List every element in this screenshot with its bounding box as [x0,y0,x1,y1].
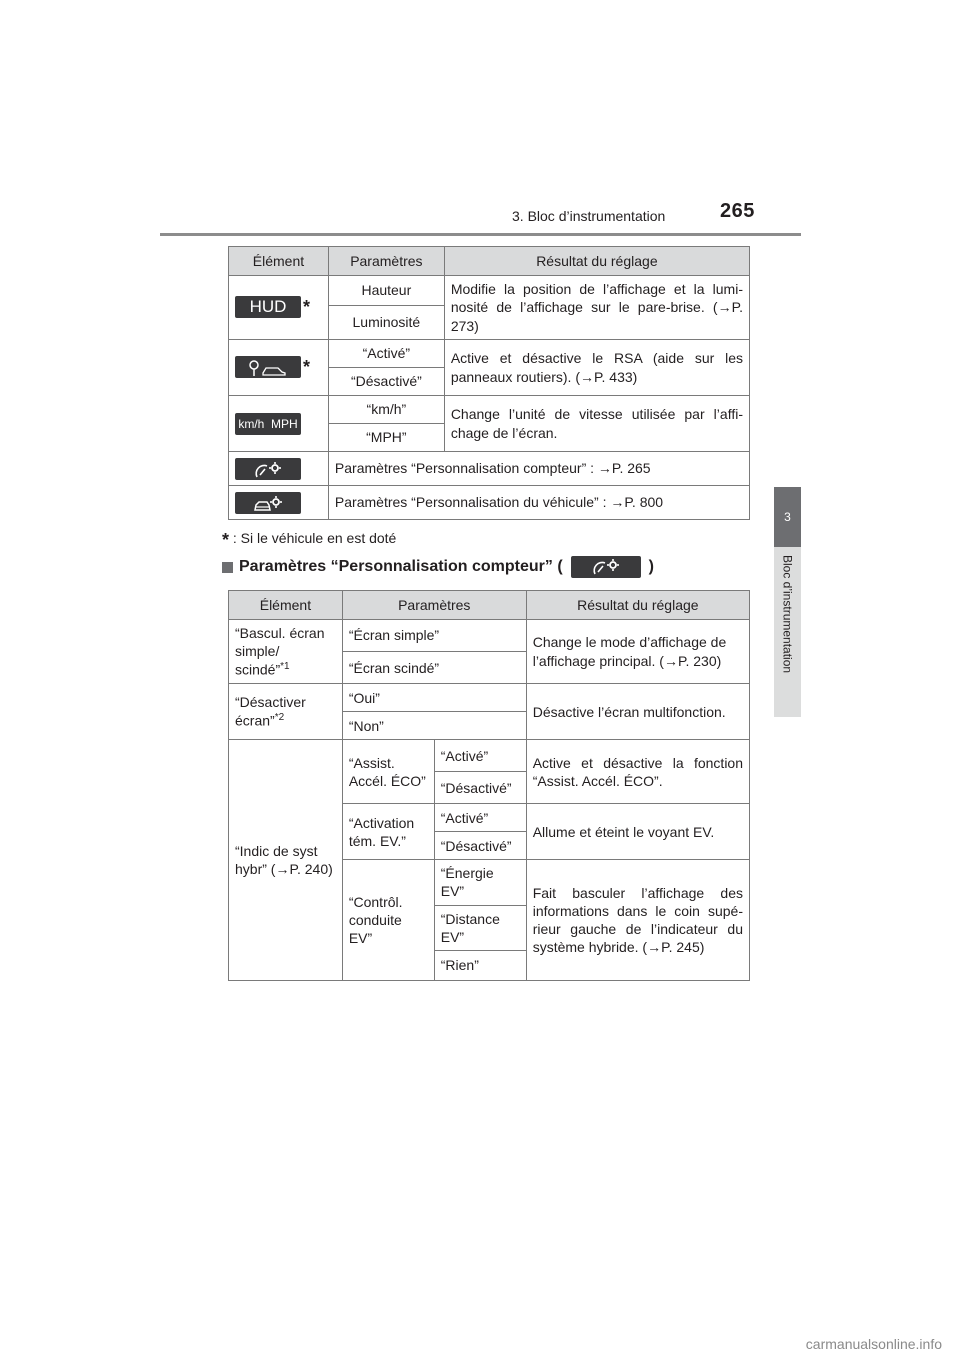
chapter-tab: 3 [774,487,801,547]
header-element: Élément [229,591,343,620]
wide-cell: Paramètres “Personnalisation du véhicule” : →P. 800 [328,486,749,520]
header-params: Paramètres [328,247,444,276]
header-result: Résultat du réglage [444,247,749,276]
result-cell: Modifie la position de l’affichage et la lumi-nosité de l’affichage sur le pare-brise. (→P. 273) [444,276,749,340]
item-cell [229,340,329,396]
subitem-cell: “Activation tém. EV.” [342,804,434,860]
optional-mark: * [303,296,311,317]
table-row [229,340,750,368]
table-header-row [229,591,750,620]
table-row [229,620,750,652]
result-cell: Change l’unité de vitesse utilisée par l’affi-chage de l’écran. [444,396,749,452]
meter-settings-icon [235,458,301,480]
table-row [229,396,750,424]
result-cell: Allume et éteint le voyant EV. [526,804,749,860]
item-cell [229,486,329,520]
param-cell: Hauteur [328,276,444,306]
param-cell: Luminosité [328,306,444,340]
header-result: Résultat du réglage [526,591,749,620]
result-cell: Active et désactive le RSA (aide sur les panneaux routiers). (→P. 433) [444,340,749,396]
param-cell: “Oui” [342,684,526,712]
param-cell: “Écran scindé” [342,652,526,684]
subitem-cell: “Assist. Accél. ÉCO” [342,740,434,804]
section-title: 3. Bloc d’instrumentation [512,208,666,224]
item-cell: “Bascul. écran simple/ scindé”$^{*1}$ [229,620,343,684]
option-cell: “Énergie EV” [434,860,526,905]
table-row [229,740,750,772]
footnote-star: * [222,530,230,550]
meter-customization-table [228,590,750,981]
table-row [229,684,750,712]
bullet-square-icon [222,562,233,573]
param-cell: “MPH” [328,424,444,452]
table-header-row [229,247,750,276]
vehicle-settings-icon [235,492,301,514]
header-rule [160,233,801,236]
table-row [229,452,750,486]
result-cell: Désactive l’écran multifonction. [526,684,749,740]
option-cell: “Distance EV” [434,905,526,950]
footnote-text: : Si le véhicule en est doté [232,530,397,546]
item-cell: “Indic de syst hybr” (→P. 240) [229,740,343,981]
table-row [229,276,750,306]
option-cell: “Activé” [434,804,526,832]
page-number: 265 [720,200,755,222]
item-cell [229,276,329,340]
param-cell: “Non” [342,712,526,740]
hud-icon: HUD [235,296,301,318]
table-row [229,486,750,520]
item-cell [229,396,329,452]
section-subheading [222,556,654,578]
kmh-mph-icon: km/h MPH [235,413,301,435]
footnote-ref: *2 [274,712,285,724]
option-cell: “Désactivé” [434,832,526,860]
option-cell: “Rien” [434,950,526,980]
item-cell [229,452,329,486]
item-cell: “Désactiver écran”$^{*2}$ [229,684,343,740]
settings-table [228,246,750,520]
wide-cell: Paramètres “Personnalisation compteur” : →P. 265 [328,452,749,486]
option-cell: “Activé” [434,740,526,772]
optional-mark: * [303,356,311,377]
rsa-sign-car-icon [235,356,301,378]
chapter-tab-label: Bloc d’instrumentation [780,555,795,674]
result-cell: Active et désactive la fonction “Assist. Accél. ÉCO”. [526,740,749,804]
option-cell: “Désactivé” [434,772,526,804]
meter-settings-icon [571,556,641,578]
header-params: Paramètres [342,591,526,620]
param-cell: “Écran simple” [342,620,526,652]
footnote-ref: *1 [280,661,290,673]
footnote [220,530,396,551]
result-cell: Fait basculer l’affichage des informations dans le coin supé-rieur gauche de l’indicateur du système hybride. (→P. 245) [526,860,749,981]
watermark: carmanualsonline.info [805,1336,942,1352]
header-element: Élément [229,247,329,276]
param-cell: “Désactivé” [328,368,444,396]
subheading-text: Paramètres “Personnalisation compteur” ( [239,558,563,575]
param-cell: “Activé” [328,340,444,368]
subheading-close: ) [648,558,654,575]
result-cell: Change le mode d’affichage de l’affichage principal. (→P. 230) [526,620,749,684]
subitem-cell: “Contrôl. conduite EV” [342,860,434,981]
param-cell: “km/h” [328,396,444,424]
